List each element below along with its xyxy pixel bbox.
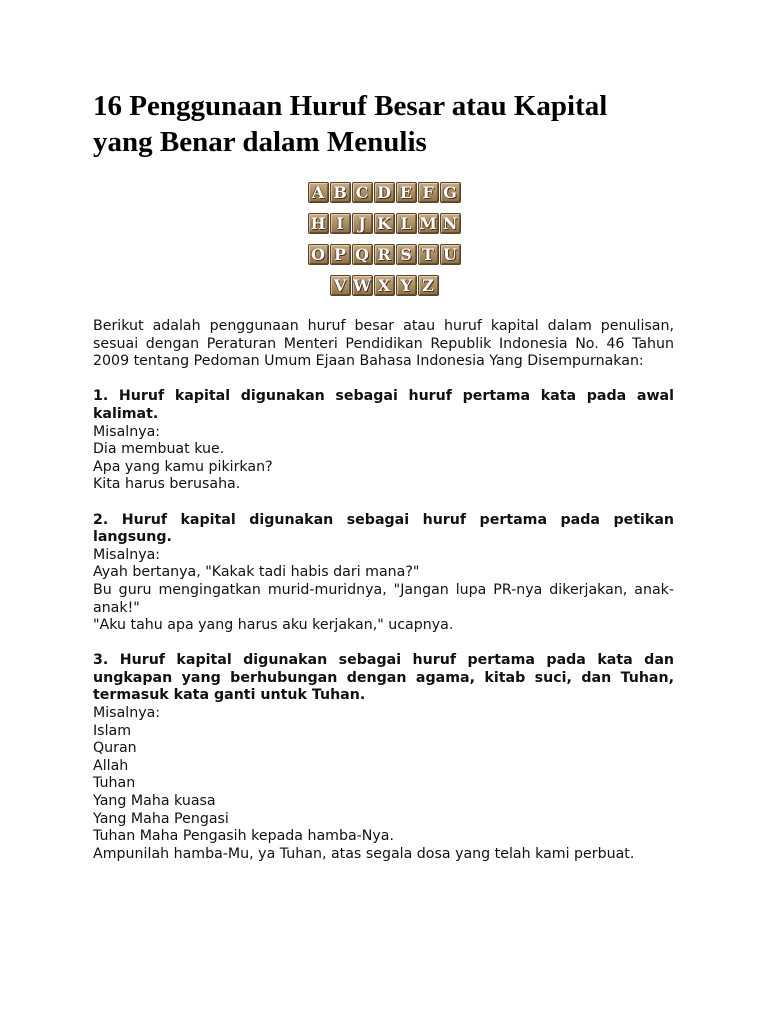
title-line-1: 16 Penggunaan Huruf Besar atau Kapital [93,90,608,122]
example-label: Misalnya: [93,705,161,722]
example-line: Allah [93,757,129,774]
letter-tile: X [374,275,395,296]
letter-tile: K [374,213,395,234]
letter-tile: E [396,182,417,203]
letter-tile: M [419,214,437,233]
letter-tile: Q [352,244,373,265]
title-line-2: yang Benar dalam Menulis [93,126,427,158]
rule-section-3 [93,652,674,863]
letter-tile: W [353,276,371,295]
letter-tile: P [330,244,351,265]
example-line: Ayah bertanya, "Kakak tadi habis dari mana?" [93,564,420,581]
example-line: Kita harus berusaha. [93,476,241,493]
example-line: Tuhan Maha Pengasih kepada hamba-Nya. [93,828,395,845]
example-line: Dia membuat kue. [93,441,225,458]
letter-tile: R [374,244,395,265]
alphabet-row [0,244,768,266]
letter-tile: C [352,182,373,203]
letter-tile: T [418,244,439,265]
letter-tile: Y [396,275,417,296]
rule-heading: 1. Huruf kapital digunakan sebagai huruf pertama kata pada awal kalimat. [93,388,674,422]
example-line: Ampunilah hamba-Mu, ya Tuhan, atas segala dosa yang telah kami perbuat. [93,845,635,862]
letter-tile: U [440,244,461,265]
letter-tile: I [330,213,351,234]
example-line: "Aku tahu apa yang harus aku kerjakan," ucapnya. [93,617,454,634]
example-line: Yang Maha kuasa [93,793,216,810]
example-line: Yang Maha Pengasi [93,810,229,827]
example-line: Quran [93,740,137,757]
document-body [93,318,674,881]
letter-tile: B [330,182,351,203]
letter-tile: V [330,275,351,296]
letter-tile: N [440,213,461,234]
example-line: Apa yang kamu pikirkan? [93,458,273,475]
letter-tile: Z [418,275,439,296]
intro-paragraph: Berikut adalah penggunaan huruf besar atau huruf kapital dalam penulisan, sesuai dengan Peraturan Menteri Pendidikan Republik Indonesia No. 46 Tahun 2009 tentang Pedoman Umum Ejaan Bahasa Indonesia Yang Disempurnakan: [93,318,674,370]
letter-tile: J [352,213,373,234]
letter-tile: D [374,182,395,203]
example-line: Islam [93,722,132,739]
example-label: Misalnya: [93,546,161,563]
letter-tile: A [308,182,329,203]
example-line: Tuhan [93,775,136,792]
letter-tile: L [396,213,417,234]
alphabet-row [0,182,768,204]
letter-tile: O [308,244,329,265]
letter-tile: G [440,182,461,203]
letter-tile: S [396,244,417,265]
letter-tile: H [308,213,329,234]
rule-heading: 2. Huruf kapital digunakan sebagai huruf pertama pada petikan langsung. [93,511,674,546]
rule-section-1 [93,388,674,494]
alphabet-row [0,275,768,297]
document-title [93,88,693,160]
rule-section-2 [93,512,674,635]
alphabet-row [0,213,768,235]
alphabet-tiles-image [0,182,768,306]
example-label: Misalnya: [93,423,161,440]
rule-heading: 3. Huruf kapital digunakan sebagai huruf pertama pada kata dan ungkapan yang berhubungan dengan agama, kitab suci, dan Tuhan, termasuk kata ganti untuk Tuhan. [93,652,674,704]
letter-tile: F [418,182,439,203]
example-line: Bu guru mengingatkan murid-muridnya, "Jangan lupa PR-nya dikerjakan, anak-anak!" [93,581,674,616]
